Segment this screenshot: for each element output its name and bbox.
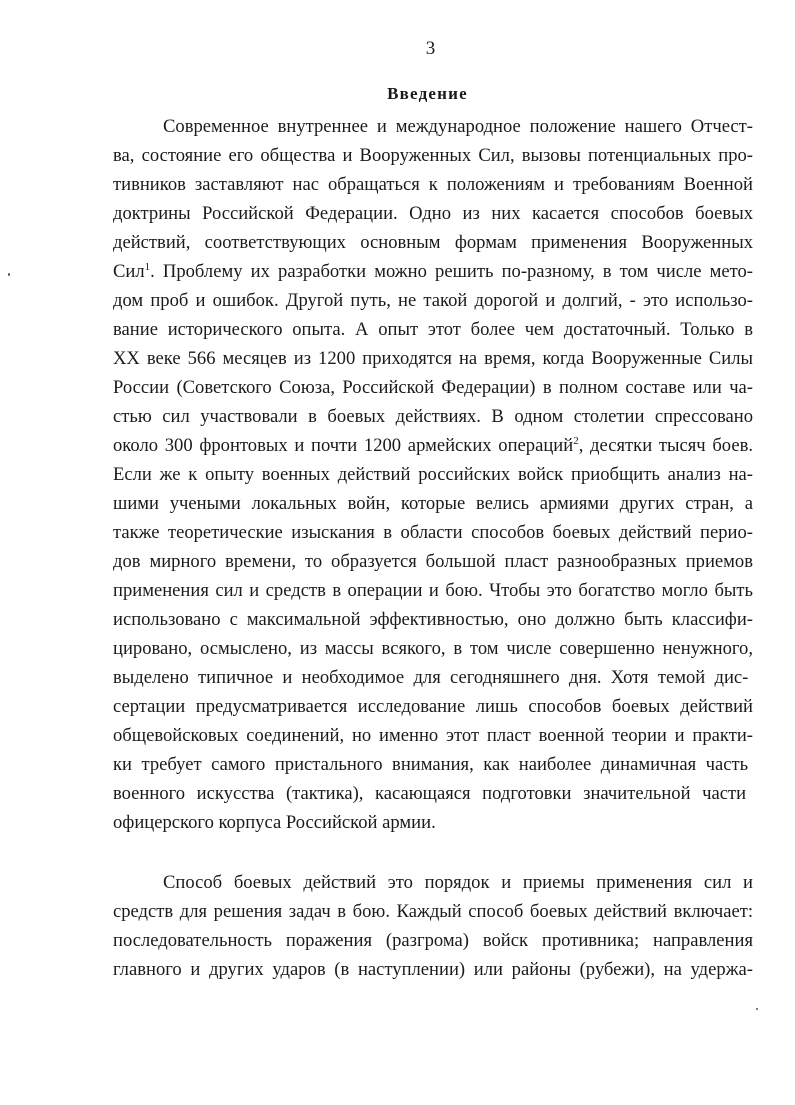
text-line: главного и других ударов (в наступлении) или районы (рубежи), на удержа-: [113, 959, 753, 980]
text-line: выделено типичное и необходимое для сегодняшнего дня. Хотя темой дис-: [113, 667, 749, 688]
text-line: XX веке 566 месяцев из 1200 приходятся на время, когда Вооруженные Силы: [113, 348, 753, 369]
text-line: последовательность поражения (разгрома) войск противника; направления: [113, 930, 753, 951]
text-line: применения сил и средств в операции и бою. Чтобы это богатство могло быть: [113, 580, 753, 601]
footnote-marker-1[interactable]: 1: [144, 260, 151, 273]
text-line: ва, состояние его общества и Вооруженных Сил, вызовы потенциальных про-: [113, 145, 753, 166]
text-line: вание исторического опыта. А опыт этот более чем достаточный. Только в: [113, 319, 753, 340]
text-line: сертации предусматривается исследование лишь способов боевых действий: [113, 696, 753, 717]
text-line: средств для решения задач в бою. Каждый способ боевых действий включает:: [113, 901, 753, 922]
text-line: цировано, осмыслено, из массы всякого, в том числе совершенно ненужного,: [113, 638, 753, 659]
text-line: Современное внутреннее и международное положение нашего Отчест-: [163, 116, 753, 137]
text-line: Если же к опыту военных действий российских войск приобщить анализ на-: [113, 464, 753, 485]
text-line: доктрины Российской Федерации. Одно из них касается способов боевых: [113, 203, 753, 224]
text-line: тивников заставляют нас обращаться к положениям и требованиям Военной: [113, 174, 753, 195]
text-line: Сил$^1$. Проблему их разработки можно решить по-разному, в том числе мето-: [113, 260, 753, 282]
text-line: стью сил участвовали в боевых действиях. В одном столетии спрессовано: [113, 406, 753, 427]
text-line: общевойсковых соединений, но именно этот пласт военной теории и практи-: [113, 725, 753, 746]
text-line: шими учеными локальных войн, которые велись армиями других стран, а: [113, 493, 753, 514]
scan-speck: [8, 273, 10, 276]
text-line: около 300 фронтовых и почти 1200 армейских операций$^2$, десятки тысяч боев.: [113, 434, 754, 456]
text-line: Способ боевых действий это порядок и приемы применения сил и: [163, 872, 753, 893]
text-line: дом проб и ошибок. Другой путь, не такой дорогой и долгий, - это использо-: [113, 290, 753, 311]
text-line: России (Советского Союза, Российской Федерации) в полном составе или ча-: [113, 377, 753, 398]
text-line: офицерского корпуса Российской армии.: [113, 812, 436, 833]
paragraph-introduction: [113, 112, 753, 837]
text-line: использовано с максимальной эффективностью, оно должно быть классифи-: [113, 609, 753, 630]
page-number: 3: [425, 38, 436, 59]
text-line: действий, соответствующих основным формам применения Вооруженных: [113, 232, 753, 253]
text-line: также теоретические изыскания в области способов боевых действий перио-: [113, 522, 753, 543]
text-line: ки требует самого пристального внимания, как наиболее динамичная часть: [113, 754, 749, 775]
paragraph-definition: [113, 868, 753, 984]
footnote-marker-2[interactable]: 2: [573, 434, 579, 447]
text-line: военного искусства (тактика), касающаяся подготовки значительной части: [113, 783, 747, 804]
scan-speck: [756, 1008, 758, 1010]
text-line: дов мирного времени, то образуется большой пласт разнообразных приемов: [113, 551, 753, 572]
section-heading: Введение: [387, 84, 468, 103]
